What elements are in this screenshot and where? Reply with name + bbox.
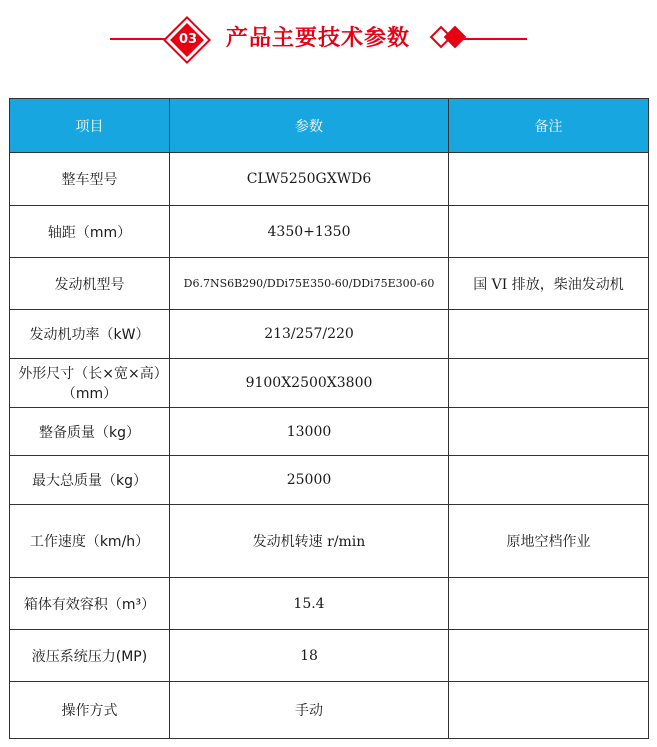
- row-note: [449, 408, 649, 456]
- section-number: 03: [178, 32, 198, 47]
- row-note: [449, 456, 649, 505]
- row-item: 整车型号: [10, 153, 170, 206]
- row-param: CLW5250GXWD6: [170, 153, 449, 206]
- row-item: 工作速度（km/h）: [10, 505, 170, 578]
- row-note: [449, 206, 649, 258]
- row-note: 国 VI 排放，柴油发动机: [449, 258, 649, 310]
- table-row: [10, 505, 649, 578]
- page-title: 产品主要技术参数: [226, 26, 411, 51]
- column-header-param: 参数: [170, 99, 449, 153]
- row-param: 18: [170, 630, 449, 682]
- table-row: [10, 153, 649, 206]
- row-note: [449, 578, 649, 630]
- row-param: 13000: [170, 408, 449, 456]
- table-row: [10, 682, 649, 739]
- table-row: [10, 456, 649, 505]
- row-param: 213/257/220: [170, 310, 449, 359]
- table-row: [10, 206, 649, 258]
- row-item: 整备质量（kg）: [10, 408, 170, 456]
- row-param: 25000: [170, 456, 449, 505]
- row-note: [449, 310, 649, 359]
- column-header-note: 备注: [449, 99, 649, 153]
- row-note: [449, 153, 649, 206]
- row-param: 4350+1350: [170, 206, 449, 258]
- table-row: [10, 408, 649, 456]
- table-row: [10, 359, 649, 408]
- section-header: [0, 0, 657, 80]
- row-item: 操作方式: [10, 682, 170, 739]
- row-param: D6.7NS6B290/DDi75E350-60/DDi75E300-60: [170, 258, 449, 310]
- row-item: 发动机功率（kW）: [10, 310, 170, 359]
- row-param: 9100X2500X3800: [170, 359, 449, 408]
- table-header-row: [10, 99, 649, 153]
- row-param: 手动: [170, 682, 449, 739]
- spec-table: [9, 98, 649, 739]
- row-item: 发动机型号: [10, 258, 170, 310]
- row-note: 原地空档作业: [449, 505, 649, 578]
- row-note: [449, 359, 649, 408]
- row-item: 液压系统压力(MP): [10, 630, 170, 682]
- header-line-right: [462, 38, 527, 40]
- row-note: [449, 630, 649, 682]
- row-param: 发动机转速 r/min: [170, 505, 449, 578]
- row-param: 15.4: [170, 578, 449, 630]
- diamond-filled-icon: [444, 26, 467, 49]
- table-row: [10, 310, 649, 359]
- table-row: [10, 258, 649, 310]
- column-header-item: 项目: [10, 99, 170, 153]
- table-row: [10, 630, 649, 682]
- row-item: 箱体有效容积（m³）: [10, 578, 170, 630]
- row-note: [449, 682, 649, 739]
- table-row: [10, 578, 649, 630]
- row-item: 轴距（mm）: [10, 206, 170, 258]
- row-item: 外形尺寸（长×宽×高）（mm）: [10, 359, 170, 408]
- row-item: 最大总质量（kg）: [10, 456, 170, 505]
